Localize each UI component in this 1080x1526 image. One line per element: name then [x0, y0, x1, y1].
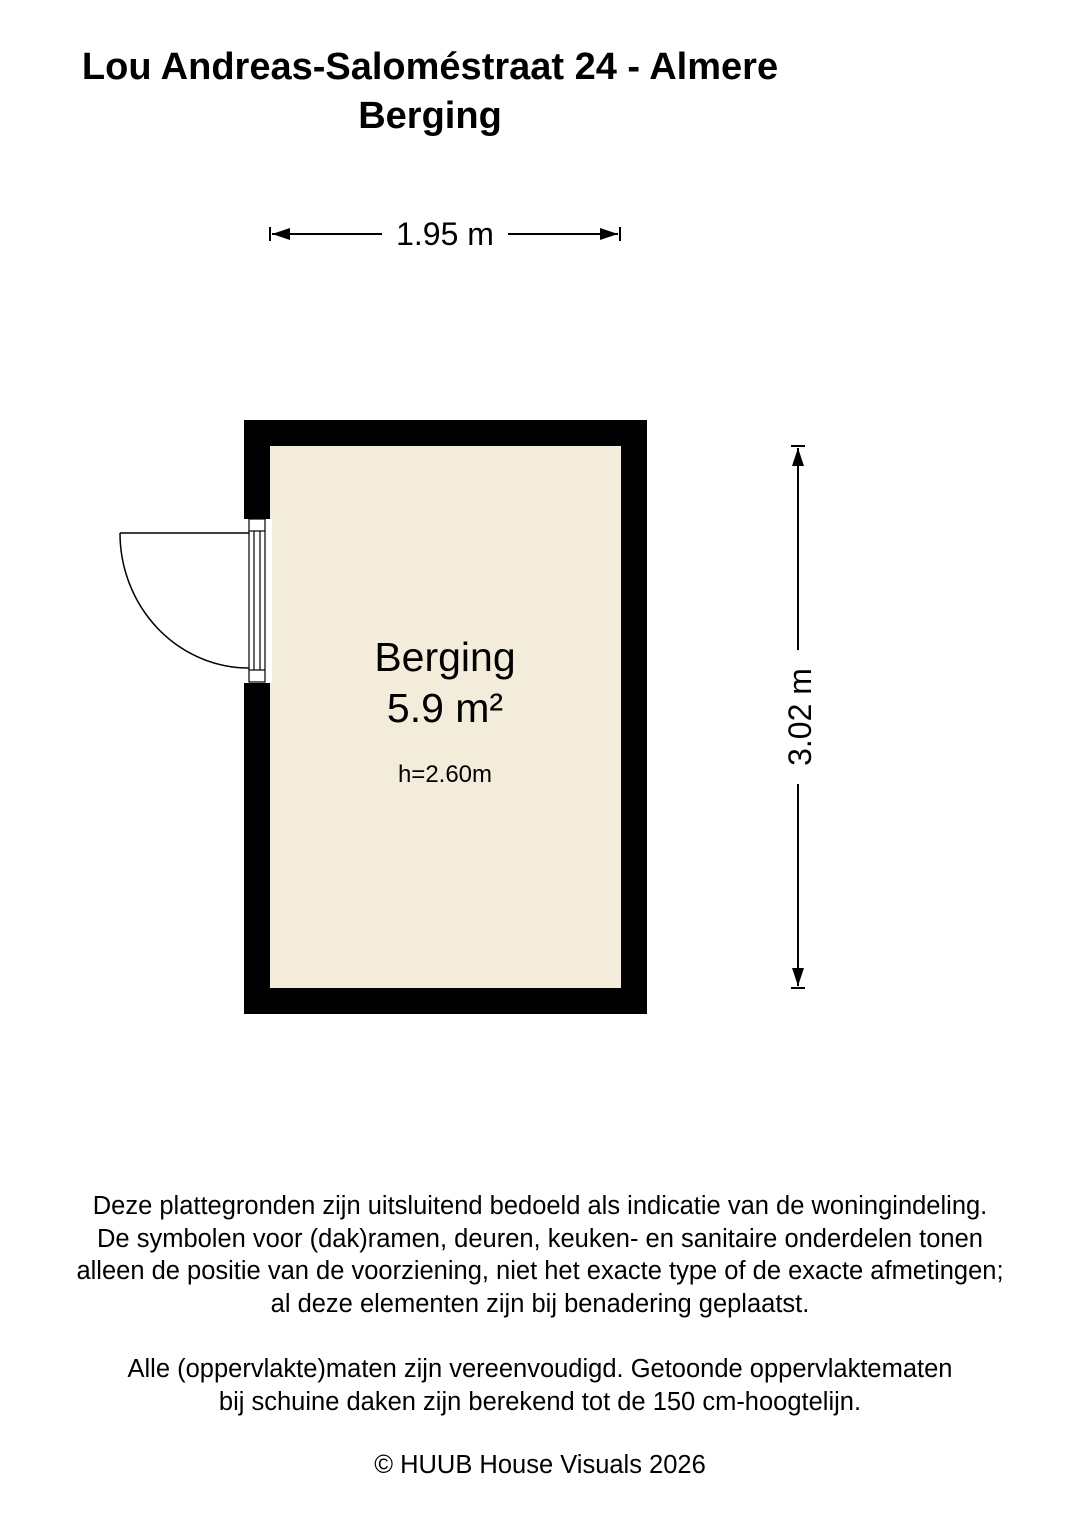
disclaimer-line: Alle (oppervlakte)maten zijn vereenvoudigd. Getoonde oppervlaktematen	[127, 1355, 953, 1383]
disclaimer-line: alleen de positie van de voorziening, niet het exacte type of de exacte afmetingen;	[76, 1257, 1004, 1285]
disclaimer-paragraph-2	[0, 1353, 1080, 1418]
room-height-label: h=2.60m	[397, 761, 493, 788]
disclaimer-paragraph-1	[0, 1190, 1080, 1320]
door-frame-bottom	[249, 670, 265, 682]
page-title-address: Lou Andreas-Saloméstraat 24 - Almere	[81, 46, 779, 88]
disclaimer-line: al deze elementen zijn bij benadering geplaatst.	[270, 1289, 810, 1318]
page-subtitle-room: Berging	[358, 95, 502, 137]
width-dimension-arrow-right	[600, 228, 618, 240]
room-area-label: 5.9 m²	[386, 685, 504, 731]
width-dimension-label: 1.95 m	[396, 216, 494, 252]
width-dimension-arrow-left	[272, 228, 290, 240]
copyright-notice: © HUUB House Visuals 2026	[374, 1451, 706, 1479]
disclaimer-line: De symbolen voor (dak)ramen, deuren, keuken- en sanitaire onderdelen tonen	[97, 1224, 983, 1253]
length-dimension-label: 3.02 m	[782, 668, 818, 766]
door	[120, 519, 272, 683]
disclaimer-line: bij schuine daken zijn berekend tot de 150 cm-hoogtelijn.	[218, 1387, 862, 1416]
length-dimension-arrow-bottom	[792, 968, 804, 986]
door-swing-arc	[120, 533, 249, 668]
room-name-label: Berging	[374, 634, 516, 680]
width-dimension	[270, 216, 620, 252]
length-dimension	[782, 446, 818, 988]
disclaimer-line: Deze plattegronden zijn uitsluitend bedoeld als indicatie van de woningindeling.	[92, 1192, 988, 1220]
door-frame-top	[249, 519, 265, 531]
length-dimension-arrow-top	[792, 448, 804, 466]
door-opening	[242, 519, 272, 683]
